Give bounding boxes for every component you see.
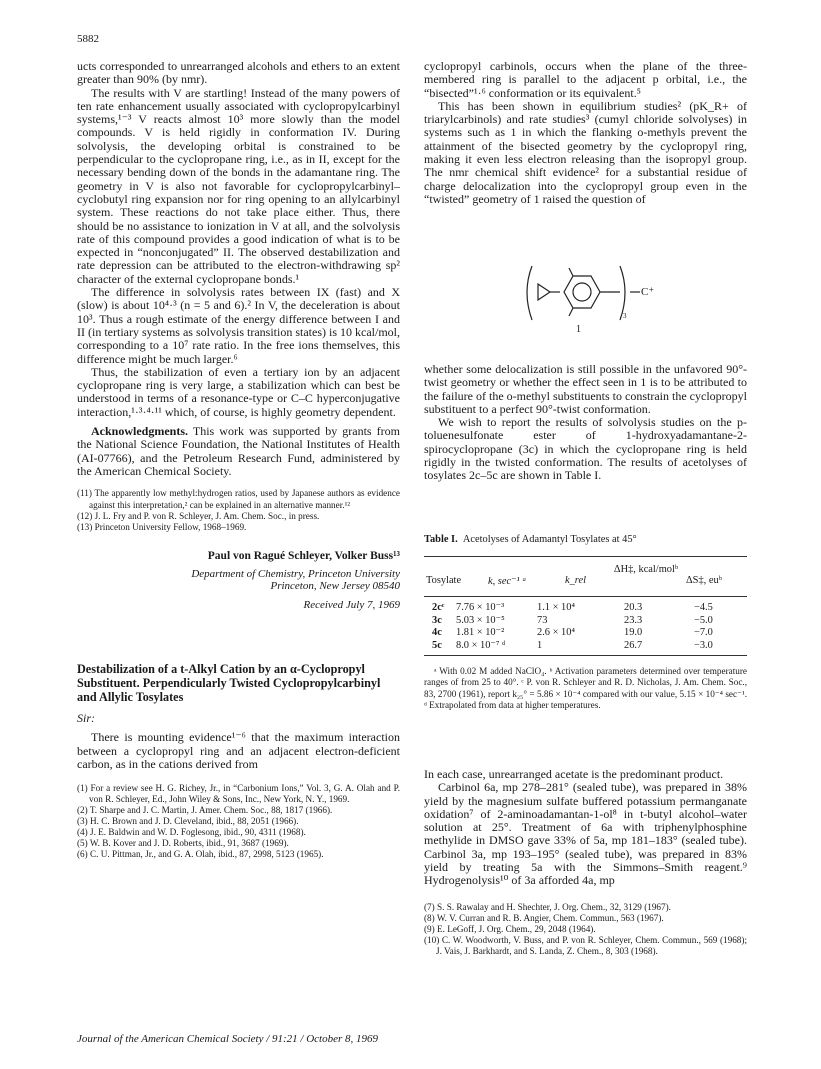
table-cell: 19.0 [624,627,643,638]
footnote: (13) Princeton University Fellow, 1968–1969. [77,522,247,533]
table-cell: −5.0 [694,614,713,626]
left-column [77,60,400,860]
paragraph: Carbinol 6a, mp 278–281° (sealed tube), was prepared in 38% yield by the magnesium sulfate buffered potassium permanganate oxidation⁷ of 2-aminoadamantan-1-ol⁸ in t-butyl alcohol–water solution at 25°. Treatment of 6a with triphenylphosphine methylide in DMSO gave 33% of 5a, mp 181–183° (sealed tube). Carbinol 3a, mp 193–195° (sealed tube), was prepared in 83% yield by treating 5a with the Simmons–Smith reagent.⁹ Hydrogenolysis¹⁰ of 3a afforded 4a, mp [424,780,747,888]
table-cell: 8.0 × 10⁻⁷ ᵈ [456,639,506,651]
authors: Paul von Ragué Schleyer, Volker Buss¹³ [207,550,400,563]
footnotes [77,488,400,533]
paragraph: In each case, unrearranged acetate is the predominant product. [424,767,724,781]
paragraph: The difference in solvolysis rates between IX (fast) and X (slow) is about 10⁴·³ (n = 5 and 6).² In V, the deceleration is about 10³. Thus a rough estimate of the energy difference between I and II (in tertiary systems as solvolysis transition states) is 10 kcal/mol, corresponding to a 10⁷ rate ratio. In the free ions themselves, this difference might be much larger.⁶ [77,285,400,366]
reference-item: (6) C. U. Pittman, Jr., and G. A. Olah, ibid., 87, 2998, 5123 (1965). [77,849,324,860]
reference-item: (8) W. V. Curran and R. B. Angier, Chem. Commun., 563 (1967). [424,912,664,923]
reference-item: (1) For a review see H. G. Richey, Jr., in “Carbonium Ions,” Vol. 3, G. A. Olah and P. von R. Schleyer, Ed., John Wiley & Sons, Inc., New York, N. Y., 1969. [77,783,400,805]
paragraph: cyclopropyl carbinols, occurs when the plane of the three-membered ring is parallel to the adjacent p orbital, i.e., the “bisected”¹·⁶ conformation or its equivalent.⁵ [424,59,747,100]
table-body [424,602,747,652]
salutation: Sir: [77,710,95,725]
column-header: ΔS‡, euᵇ [686,575,722,586]
table-caption [424,534,637,545]
reference-item: (9) E. LeGoff, J. Org. Chem., 29, 2048 (1964). [424,923,596,934]
carbocation-label: C⁺ [641,286,655,298]
reference-item: (4) J. E. Baldwin and W. D. Foglesong, ibid., 90, 4311 (1968). [77,827,306,838]
chemical-structure [520,262,670,342]
table-cell: 5.03 × 10⁻⁵ [456,614,505,626]
paragraph: ucts corresponded to unrearranged alcohols and ethers to an extent greater than 90% (by nmr). [77,59,400,87]
table-cell: 73 [537,614,548,626]
table-row [424,602,747,615]
table-header [424,560,747,594]
table-cell: 4c [432,627,442,638]
table-cell: 2.6 × 10⁴ [537,627,576,638]
table-cell: 1 [537,639,543,651]
table-cell: 26.7 [624,639,643,651]
reference-item: (5) W. B. Kover and J. D. Roberts, ibid., 91, 3687 (1969). [77,838,289,849]
table-cell: 1.1 × 10⁴ [537,602,576,613]
affiliation-line: Department of Chemistry, Princeton University [191,567,400,580]
affiliation-line: Princeton, New Jersey 08540 [270,580,400,593]
page-number: 5882 [77,33,99,45]
table-cell: 23.3 [624,614,643,626]
table-caption-text: Acetolyses of Adamantyl Tosylates at 45° [462,534,637,545]
subscript-label: 3 [623,312,627,320]
footnote: (12) J. L. Fry and P. von R. Schleyer, J. Am. Chem. Soc., in press. [77,510,320,521]
paragraph: We wish to report the results of solvolysis studies on the p-toluenesulfonate ester of 1-hydroxyadamantane-2-spirocyclopropane (3c) in which the cyclopropane ring is held rigidly in the twisted conformation. The results of acetolyses of tosylates 2c–5c are shown in Table I. [424,415,747,483]
reference-item: (2) T. Sharpe and J. C. Martin, J. Amer. Chem. Soc., 88, 1817 (1966). [77,805,333,816]
table-row [424,615,747,628]
column-header: ΔH‡, kcal/molᵇ [613,564,679,575]
table-cell: 1.81 × 10⁻² [456,627,505,638]
table-cell: −3.0 [694,639,713,651]
reference-item: (7) S. S. Rawalay and H. Shechter, J. Org. Chem., 32, 3129 (1967). [424,901,671,912]
references [424,902,747,957]
reference-item: (3) H. C. Brown and J. D. Cleveland, ibid., 88, 2051 (1966). [77,816,299,827]
reference-item: (10) C. W. Woodworth, V. Buss, and P. von R. Schleyer, Chem. Commun., 569 (1968); J. Vais, J. Barkhardt, and S. Landa, Z. Chem., 8, 303 (1968). [424,934,747,956]
compound-number: 1 [576,324,581,335]
structure-drawing [520,262,670,342]
right-column [424,60,747,206]
acknowledgments-text: This work was supported by grants from the National Science Foundation, the National Institutes of Health (AI-07766), and the Petroleum Research Fund, administered by the American Chemical Society. [77,424,400,478]
column-header: k, sec⁻¹ ᵃ [488,576,527,587]
table-rule [424,655,747,656]
table-cell: 7.76 × 10⁻³ [456,602,505,613]
paragraph: whether some delocalization is still possible in the unfavored 90°-twist geometry or whether the effect seen in 1 is to be attributed to the failure of the o-methyl substituents to constrain the cyclopropyl substituent to a perfect 90°-twist conformation. [424,362,747,416]
table-cell: −7.0 [694,627,713,638]
column-header: Tosylate [426,575,462,586]
table-footnote: ᵃ With 0.02 M added NaClO₄. ᵇ Activation parameters determined over temperature ranges of from 25 to 40°. ᶜ P. von R. Schleyer and R. D. Nicholas, J. Am. Chem. Soc., 83, 2700 (1961), report k₂₅° = 5.86 × 10⁻⁴ compared with our value, 5.15 × 10⁻⁴ sec⁻¹. ᵈ Extrapolated from data at higher temperatures. [424,666,747,710]
received-date: Received July 7, 1969 [303,598,400,611]
journal-footer: Journal of the American Chemical Society / 91:21 / October 8, 1969 [77,1033,379,1045]
affiliation [77,568,400,593]
table-cell: −4.5 [694,602,713,613]
column-header: k_rel [565,575,586,586]
acknowledgments-heading: Acknowledgments. [91,424,189,439]
table-rule [424,596,747,597]
paragraph: This has been shown in equilibrium studies² (pK_R+ of triarylcarbinols) and rate studies³ (cumyl chloride solvolyses) in systems such as 1 in which the flanking o-methyls prevent the attainment of the bisected geometry by the cyclopropyl ring, making it even less electron releasing than the isopropyl group. The nmr chemical shift evidence² for a substantial residue of charge delocalization into the cyclopropyl group even in the “twisted” geometry of 1 raised the question of [424,98,747,206]
table-cell: 20.3 [624,602,643,613]
references [77,783,400,860]
table-cell: 5c [432,639,442,651]
article-title: Destabilization of a t-Alkyl Cation by an α-Cyclopropyl Substituent. Perpendicularly Twisted Cyclopropylcarbinyl and Allylic Tosylates [77,661,381,704]
table-label: Table I. [424,534,458,545]
footnote: (11) The apparently low methyl:hydrogen ratios, used by Japanese authors as evidence against this interpretation,² can be explained in an alternative manner.¹² [77,488,400,510]
paragraph: There is mounting evidence¹⁻⁶ that the maximum interaction between a cyclopropyl ring and an adjacent electron-deficient carbon, as in the cations derived from [77,730,400,771]
right-column-continued [424,363,747,483]
paragraph: Thus, the stabilization of even a tertiary ion by an adjacent cyclopropane ring is very large, a stabilization which can best be understood in terms of a resonance-type or C–C hyperconjugative interaction,¹·³·⁴·¹¹ which, of course, is highly geometry dependent. [77,364,400,419]
right-column-lower [424,768,747,957]
paragraph: The results with V are startling! Instead of the many powers of ten rate enhancement usually associated with cyclopropylcarbinyl systems,¹⁻³ V reacts almost 10³ more slowly than the model compounds. V is held rigidly in conformation IV. During solvolysis, the developing orbital is constrained to be perpendicular to the cyclopropane ring, i.e., as in II, except for the necessary bending down of the bonds in the adamantane ring. The geometry in V is also not favorable for cyclopropylcarbinyl–cyclobutyl ring expansion nor for ring opening to an allylcarbinyl system. These reactions do not take place either. Thus, there should be no assistance to ionization in V at all, and the solvolysis rate of this compound provides a good indication of what is to be expected in “nonconjugated” II. The observed destabilization and rate depression can be attributed to the electron-withdrawing sp² character of the external cyclopropane bonds.¹ [77,85,400,286]
acknowledgments [77,425,400,478]
table-row [424,640,747,653]
table-rule [424,556,747,557]
table-cell: 2cᶜ [432,602,445,613]
table-row [424,627,747,640]
table-cell: 3c [432,614,442,626]
